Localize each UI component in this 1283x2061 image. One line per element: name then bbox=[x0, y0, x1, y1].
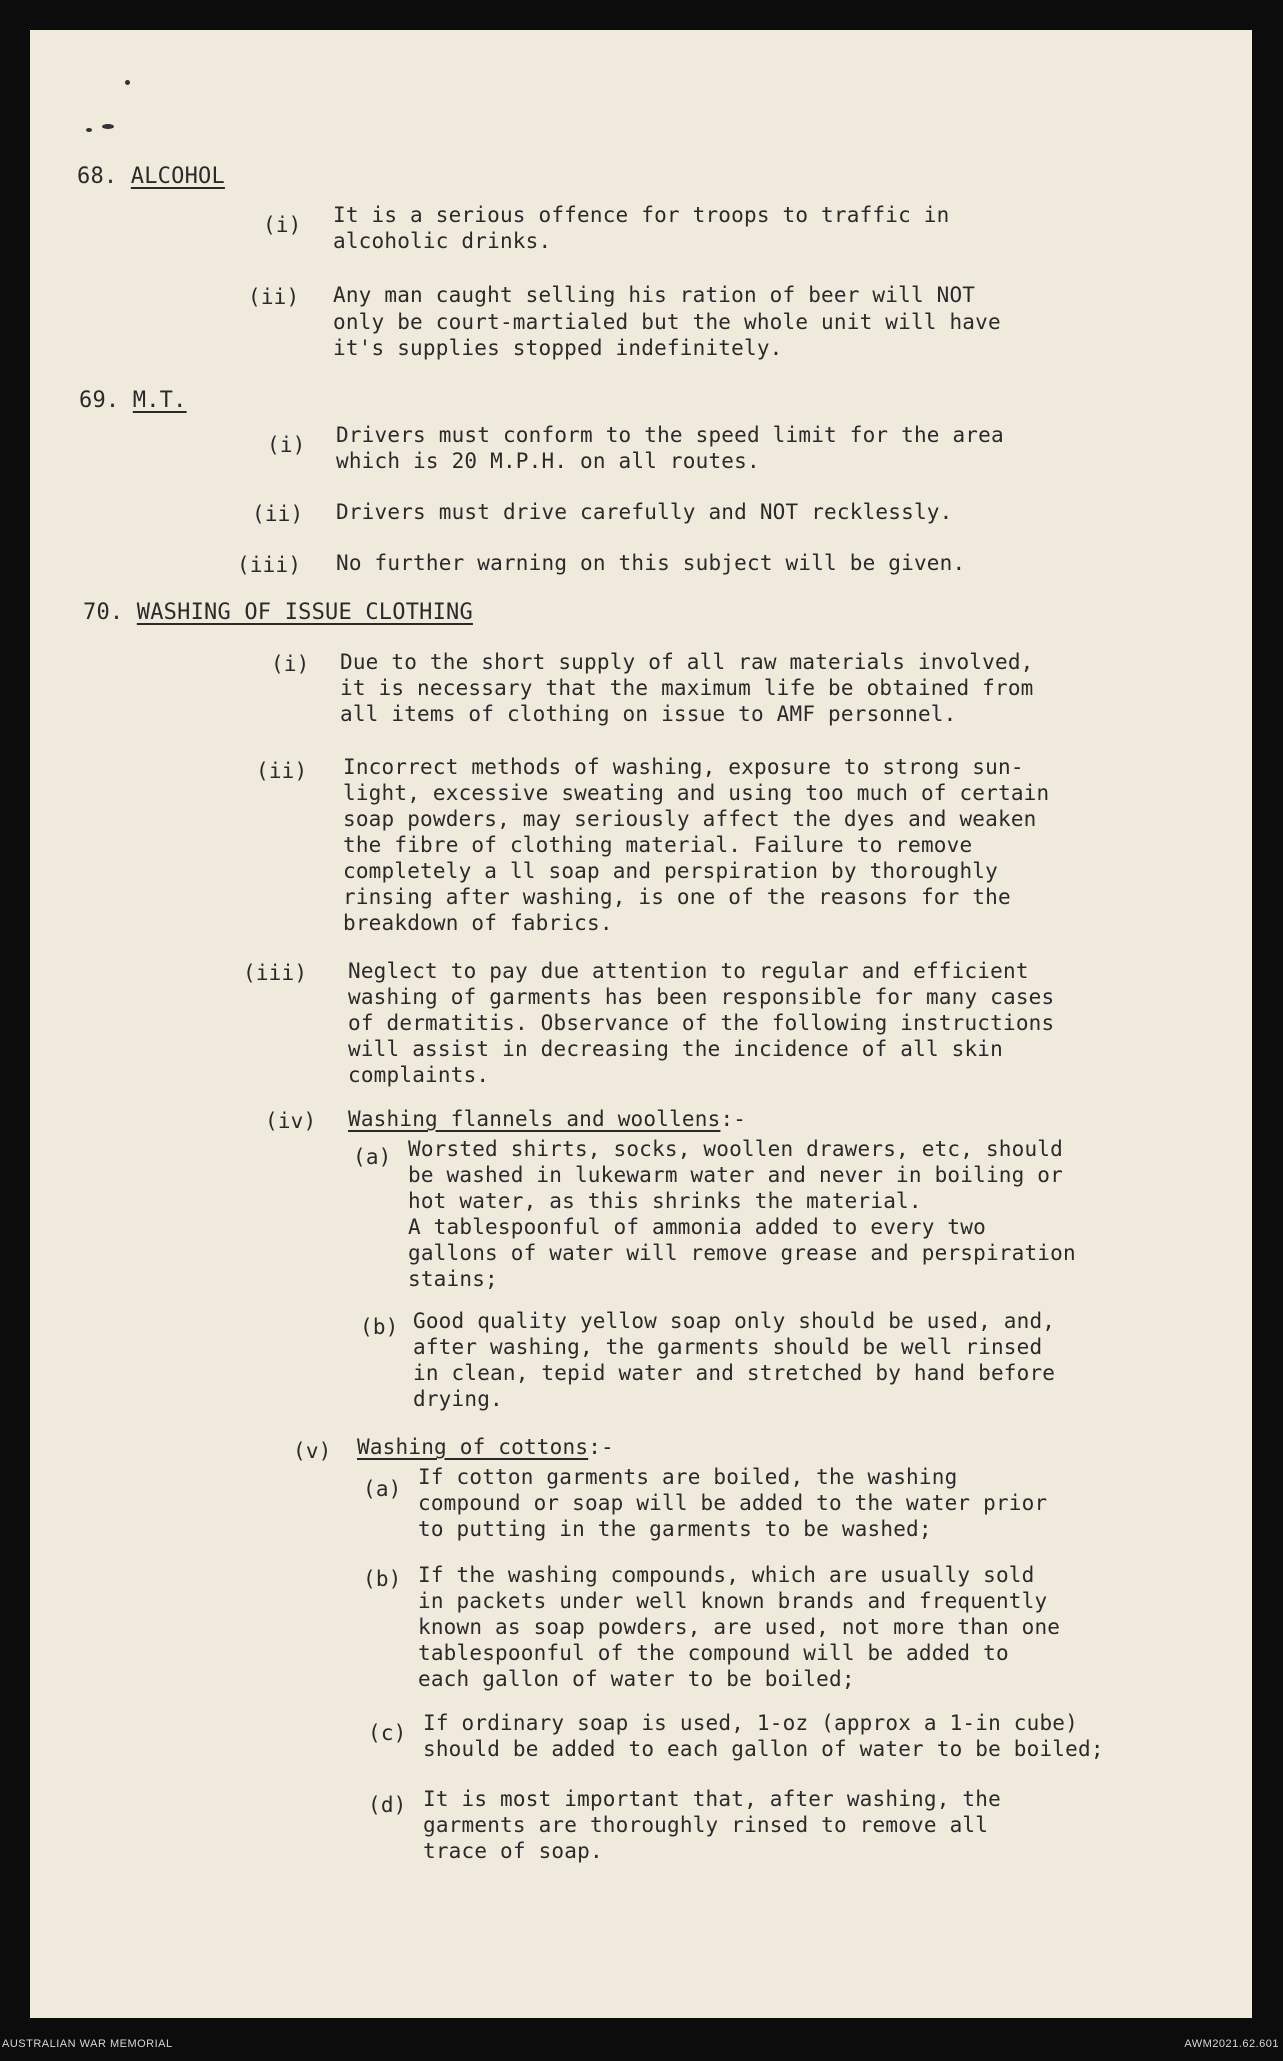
item-label: (i) bbox=[267, 433, 306, 457]
text-line: which is 20 M.P.H. on all routes. bbox=[336, 449, 760, 473]
subsection-suffix: :- bbox=[588, 1435, 614, 1459]
text-line: of dermatitis. Observance of the following instructions bbox=[348, 1011, 1055, 1035]
text-line: No further warning on this subject will be given. bbox=[336, 551, 966, 575]
subsection-suffix: :- bbox=[720, 1107, 747, 1131]
text-line: it's supplies stopped indefinitely. bbox=[333, 336, 783, 360]
text-line: compound or soap will be added to the water prior bbox=[418, 1491, 1048, 1515]
item-label: (b) bbox=[363, 1567, 402, 1591]
text-line: Good quality yellow soap only should be used, and, bbox=[413, 1309, 1056, 1333]
item-label: (ii) bbox=[248, 285, 300, 309]
text-line: If cotton garments are boiled, the washing bbox=[418, 1465, 958, 1489]
text-line: should be added to each gallon of water to be boiled; bbox=[423, 1737, 1104, 1761]
subsection-heading bbox=[348, 1106, 746, 1132]
text-line: washing of garments has been responsible for many cases bbox=[348, 985, 1055, 1009]
text-line: be washed in lukewarm water and never in boiling or bbox=[408, 1163, 1063, 1187]
section-title: M.T. bbox=[132, 388, 187, 413]
text-line: Drivers must conform to the speed limit for the area bbox=[336, 423, 1004, 447]
text-line: known as soap powders, are used, not more than one bbox=[418, 1615, 1061, 1639]
subsection-title: Washing of cottons bbox=[357, 1435, 589, 1459]
text-line: drying. bbox=[413, 1387, 503, 1411]
text-line: rinsing after washing, is one of the reasons for the bbox=[343, 885, 1011, 909]
section-title: WASHING OF ISSUE CLOTHING bbox=[136, 600, 473, 625]
text-line: it is necessary that the maximum life be obtained from bbox=[340, 676, 1034, 700]
section-number: 70. bbox=[83, 600, 124, 625]
item-label: (b) bbox=[360, 1315, 399, 1339]
text-line: Worsted shirts, socks, woollen drawers, etc, should bbox=[408, 1137, 1063, 1161]
item-label: (a) bbox=[353, 1145, 392, 1169]
ink-speck bbox=[125, 80, 130, 85]
text-line: only be court-martialed but the whole unit will have bbox=[333, 310, 1001, 334]
text-line: hot water, as this shrinks the material. bbox=[408, 1189, 922, 1213]
footer-right: AWM2021.62.601 bbox=[1184, 2038, 1279, 2050]
text-line: light, excessive sweating and using too much of certain bbox=[343, 781, 1050, 805]
text-line: It is most important that, after washing, the bbox=[423, 1787, 1001, 1811]
section-number: 68. bbox=[77, 164, 118, 189]
item-label: (iii) bbox=[237, 553, 302, 577]
text-line: each gallon of water to be boiled; bbox=[418, 1667, 855, 1691]
text-line: in packets under well known brands and frequently bbox=[418, 1589, 1048, 1613]
text-line: breakdown of fabrics. bbox=[343, 911, 613, 935]
item-label: (iv) bbox=[265, 1109, 317, 1133]
item-label: (ii) bbox=[256, 759, 308, 783]
item-label: (v) bbox=[293, 1439, 332, 1463]
section-title: ALCOHOL bbox=[130, 164, 225, 189]
text-line: gallons of water will remove grease and perspiration bbox=[408, 1241, 1076, 1265]
footer-left: AUSTRALIAN WAR MEMORIAL bbox=[2, 2038, 173, 2050]
item-label: (i) bbox=[271, 652, 310, 676]
subsection-heading bbox=[357, 1434, 614, 1460]
text-line: Incorrect methods of washing, exposure to strong sun- bbox=[343, 755, 1024, 779]
text-line: alcoholic drinks. bbox=[333, 229, 552, 253]
text-line: in clean, tepid water and stretched by hand before bbox=[413, 1361, 1056, 1385]
text-line: to putting in the garments to be washed; bbox=[418, 1517, 932, 1541]
section-70-heading bbox=[83, 600, 473, 626]
text-line: Drivers must drive carefully and NOT recklessly. bbox=[336, 500, 953, 524]
text-line: completely a ll soap and perspiration by thoroughly bbox=[343, 859, 998, 883]
ink-speck bbox=[86, 128, 92, 132]
text-line: A tablespoonful of ammonia added to every two bbox=[408, 1215, 986, 1239]
document-page bbox=[30, 30, 1252, 2018]
text-line: It is a serious offence for troops to traffic in bbox=[333, 203, 950, 227]
text-line: complaints. bbox=[348, 1063, 490, 1087]
text-line: tablespoonful of the compound will be added to bbox=[418, 1641, 1009, 1665]
section-69-heading bbox=[79, 388, 187, 414]
item-label: (iii) bbox=[243, 961, 308, 985]
text-line: soap powders, may seriously affect the dyes and weaken bbox=[343, 807, 1037, 831]
text-line: all items of clothing on issue to AMF personnel. bbox=[340, 702, 957, 726]
text-line: will assist in decreasing the incidence of all skin bbox=[348, 1037, 1003, 1061]
text-line: the fibre of clothing material. Failure to remove bbox=[343, 833, 973, 857]
item-label: (c) bbox=[368, 1721, 407, 1745]
item-label: (i) bbox=[263, 213, 302, 237]
text-line: If ordinary soap is used, 1-oz (approx a 1-in cube) bbox=[423, 1711, 1078, 1735]
text-line: If the washing compounds, which are usually sold bbox=[418, 1563, 1035, 1587]
item-label: (ii) bbox=[252, 502, 304, 526]
ink-speck bbox=[102, 124, 114, 129]
text-line: Due to the short supply of all raw materials involved, bbox=[340, 650, 1034, 674]
item-label: (d) bbox=[368, 1793, 407, 1817]
section-number: 69. bbox=[79, 388, 120, 413]
text-line: Neglect to pay due attention to regular and efficient bbox=[348, 959, 1029, 983]
item-label: (a) bbox=[363, 1477, 402, 1501]
subsection-title: Washing flannels and woollens bbox=[348, 1107, 721, 1131]
section-68-heading bbox=[77, 164, 225, 190]
text-line: after washing, the garments should be well rinsed bbox=[413, 1335, 1043, 1359]
text-line: stains; bbox=[408, 1267, 498, 1291]
text-line: garments are thoroughly rinsed to remove all bbox=[423, 1813, 989, 1837]
text-line: trace of soap. bbox=[423, 1839, 603, 1863]
text-line: Any man caught selling his ration of beer will NOT bbox=[333, 283, 976, 307]
